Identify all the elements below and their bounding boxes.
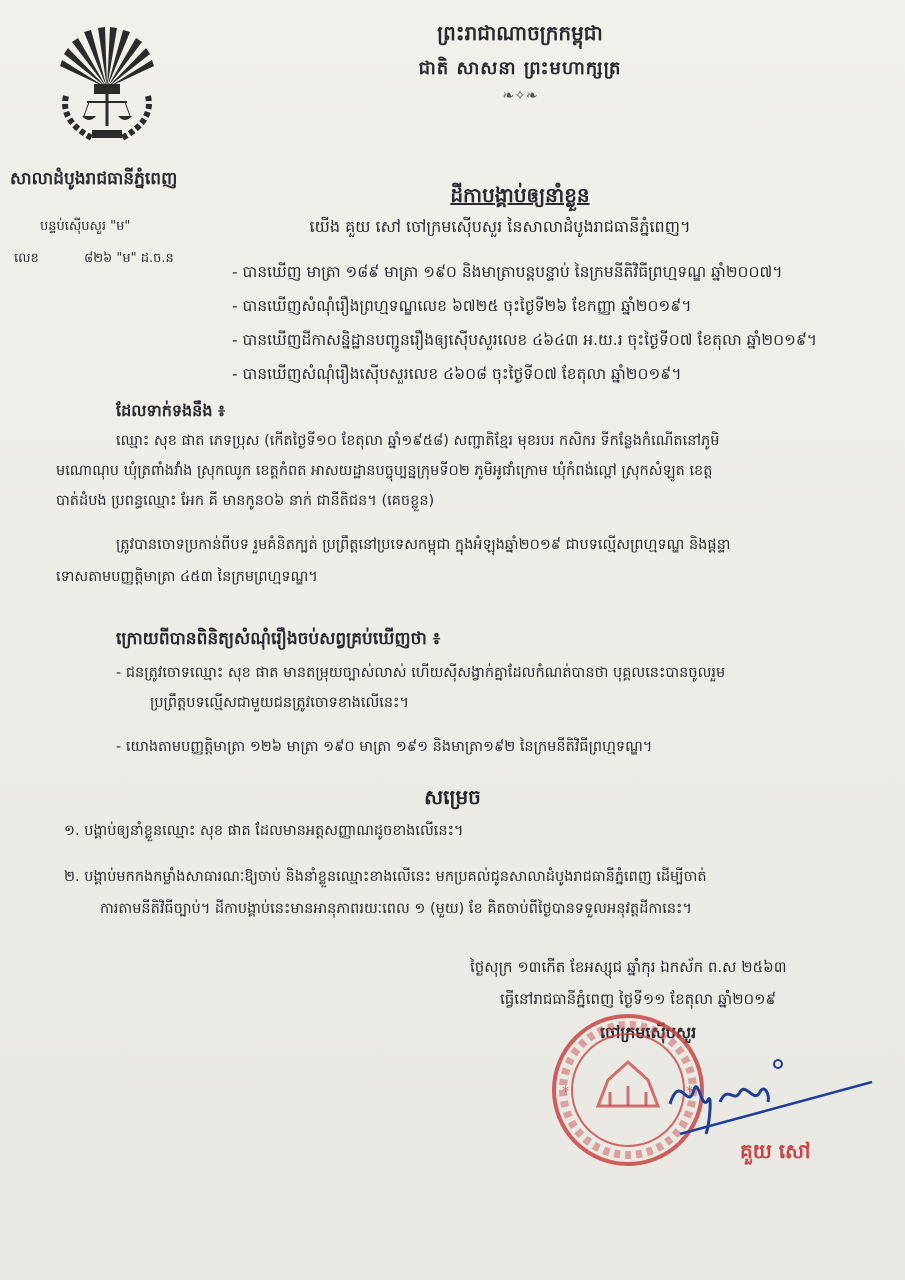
handwritten-signature <box>650 1042 880 1142</box>
review-item: - ជនត្រូវចោទឈ្មោះ សុខ ផាត មានតម្រុយច្បាស់លាស់ ហើយស៊ីសង្វាក់គ្នាដែលកំណត់បានថា បុគ្គលនេះបានចូលរួម <box>116 665 726 681</box>
issuer-line: យើង គួយ សៅ ចៅក្រមស៊ើបសួរ នៃសាលាដំបូងរាជធានីភ្នំពេញ។ <box>309 217 691 236</box>
review-heading: ក្រោយពីបានពិនិត្យសំណុំរឿងចប់សព្វគ្រប់ឃើញថា ៖ <box>116 629 441 649</box>
national-motto: ជាតិ សាសនា ព្រះមហាក្សត្រ <box>418 58 622 79</box>
decision-item: ២. បង្គាប់មកកងកម្លាំងសាធារណៈឱ្យចាប់ និងនាំខ្លួនឈ្មោះខាងលើនេះ មកប្រគល់ជូនសាលាដំបូងរាជធានីភ្នំពេញ ដើម្បីចាត់ <box>64 869 707 885</box>
svg-text:*: * <box>686 1084 693 1100</box>
svg-text:*: * <box>562 1084 569 1100</box>
reference-label: លេខ <box>14 251 39 266</box>
reference-number: ៨២៦ "ម" ដ.ច.ន <box>84 251 174 266</box>
court-emblem-icon <box>52 26 162 146</box>
lunar-date: ថ្ងៃសុក្រ ១៣កើត ខែអស្សុជ ឆ្នាំកុរ ឯកស័ក ព.ស ២៥៦៣ <box>470 958 787 976</box>
review-item: ប្រព្រឹត្តបទល្មើសជាមួយជនត្រូវចោទខាងលើនេះ។ <box>150 695 409 711</box>
concerning-line: ឈ្មោះ សុខ ផាត ភេទប្រុស (កើតថ្ងៃទី១០ ខែតុលា ឆ្នាំ១៩៥៨) សញ្ជាតិខ្មែរ មុខរបរ កសិករ ទីកន្លែងកំណើតនៅភូមិ <box>116 433 720 449</box>
decision-item: ការតាមនីតិវិធីច្បាប់។ ដីកាបង្គាប់នេះមានអានុភាពរយៈពេល ១ (មួយ) ខែ គិតចាប់ពីថ្ងៃបានទទួលអនុវត្តដីកានេះ។ <box>100 901 692 917</box>
solar-date: ធ្វើនៅរាជធានីភ្នំពេញ ថ្ងៃទី១១ ខែតុលា ឆ្នាំ២០១៩ <box>500 990 777 1008</box>
concerning-heading: ដែលទាក់ទងនឹង ៖ <box>116 401 226 420</box>
basis-line: - បានឃើញសំណុំរឿងស៊ើបសួរលេខ ៤៦០៨ ចុះថ្ងៃទី០៧ ខែតុលា ឆ្នាំ២០១៩។ <box>232 365 682 383</box>
court-name: សាលាដំបូងរាជធានីភ្នំពេញ <box>10 169 178 189</box>
ornament-divider: ❧✧❧ <box>502 88 538 104</box>
signatory-name: គួយ សៅ <box>740 1139 811 1163</box>
review-item: - យោងតាមបញ្ញត្តិមាត្រា ១២៦ មាត្រា ១៩០ មាត្រា ១៩១ និងមាត្រា១៩២ នៃក្រមនីតិវិធីព្រហ្មទណ្ឌ។ <box>116 739 653 755</box>
signatory-title: ចៅក្រមស៊ើបសួរ <box>600 1023 697 1042</box>
office-name: បន្ទប់ស៊ើបសួរ "ម" <box>40 219 131 234</box>
concerning-line: បាត់ដំបង ប្រពន្ធឈ្មោះ អែក គី មានកូន០៦ នាក់ ជានីតិជន។ (គេចខ្លួន) <box>56 493 435 509</box>
decision-heading: សម្រេច <box>424 785 481 809</box>
document-title: ដីកាបង្គាប់ឲ្យនាំខ្លួន <box>450 183 590 207</box>
basis-line: - បានឃើញដីកាសន្និដ្ឋានបញ្ជូនរឿងឲ្យស៊ើបសួរលេខ ៤៦៤៣ អ.យ.រ ចុះថ្ងៃទី០៧ ខែតុលា ឆ្នាំ២០១៩។ <box>232 331 818 349</box>
concerning-line: មណោណុប ឃុំត្រពាំងវាំង ស្រុកឈូក ខេត្តកំពត អាសយដ្ឋានបច្ចុប្បន្នក្រុមទី០២ ភូមិអូជាំក្រោម ឃុំកំពង់ល្ពៅ ស្រុកសំឡូត ខេត្ត <box>56 463 713 479</box>
decision-item: ១. បង្គាប់ឲ្យនាំខ្លួនឈ្មោះ សុខ ផាត ដែលមានអត្តសញ្ញាណដូចខាងលើនេះ។ <box>64 823 464 839</box>
charge-line: ត្រូវបានចោទប្រកាន់ពីបទ រួមគំនិតក្បត់ ប្រព្រឹត្តនៅប្រទេសកម្ពុជា ក្នុងអំឡុងឆ្នាំ២០១៩ ជាបទល្មើសព្រហ្មទណ្ឌ និងផ្តន្ទា <box>116 537 731 553</box>
basis-line: - បានឃើញ មាត្រា ១៨៩ មាត្រា ១៩០ និងមាត្រាបន្តបន្ទាប់ នៃក្រមនីតិវិធីព្រហ្មទណ្ឌ ឆ្នាំ២០០៧។ <box>232 263 783 281</box>
kingdom-heading: ព្រះរាជាណាចក្រកម្ពុជា <box>437 21 603 45</box>
charge-line: ទោសតាមបញ្ញត្តិមាត្រា ៤៥៣ នៃក្រមព្រហ្មទណ្ឌ។ <box>56 569 318 585</box>
basis-line: - បានឃើញសំណុំរឿងព្រហ្មទណ្ឌលេខ ៦៧២៥ ចុះថ្ងៃទី២៦ ខែកញ្ញា ឆ្នាំ២០១៩។ <box>232 297 692 315</box>
